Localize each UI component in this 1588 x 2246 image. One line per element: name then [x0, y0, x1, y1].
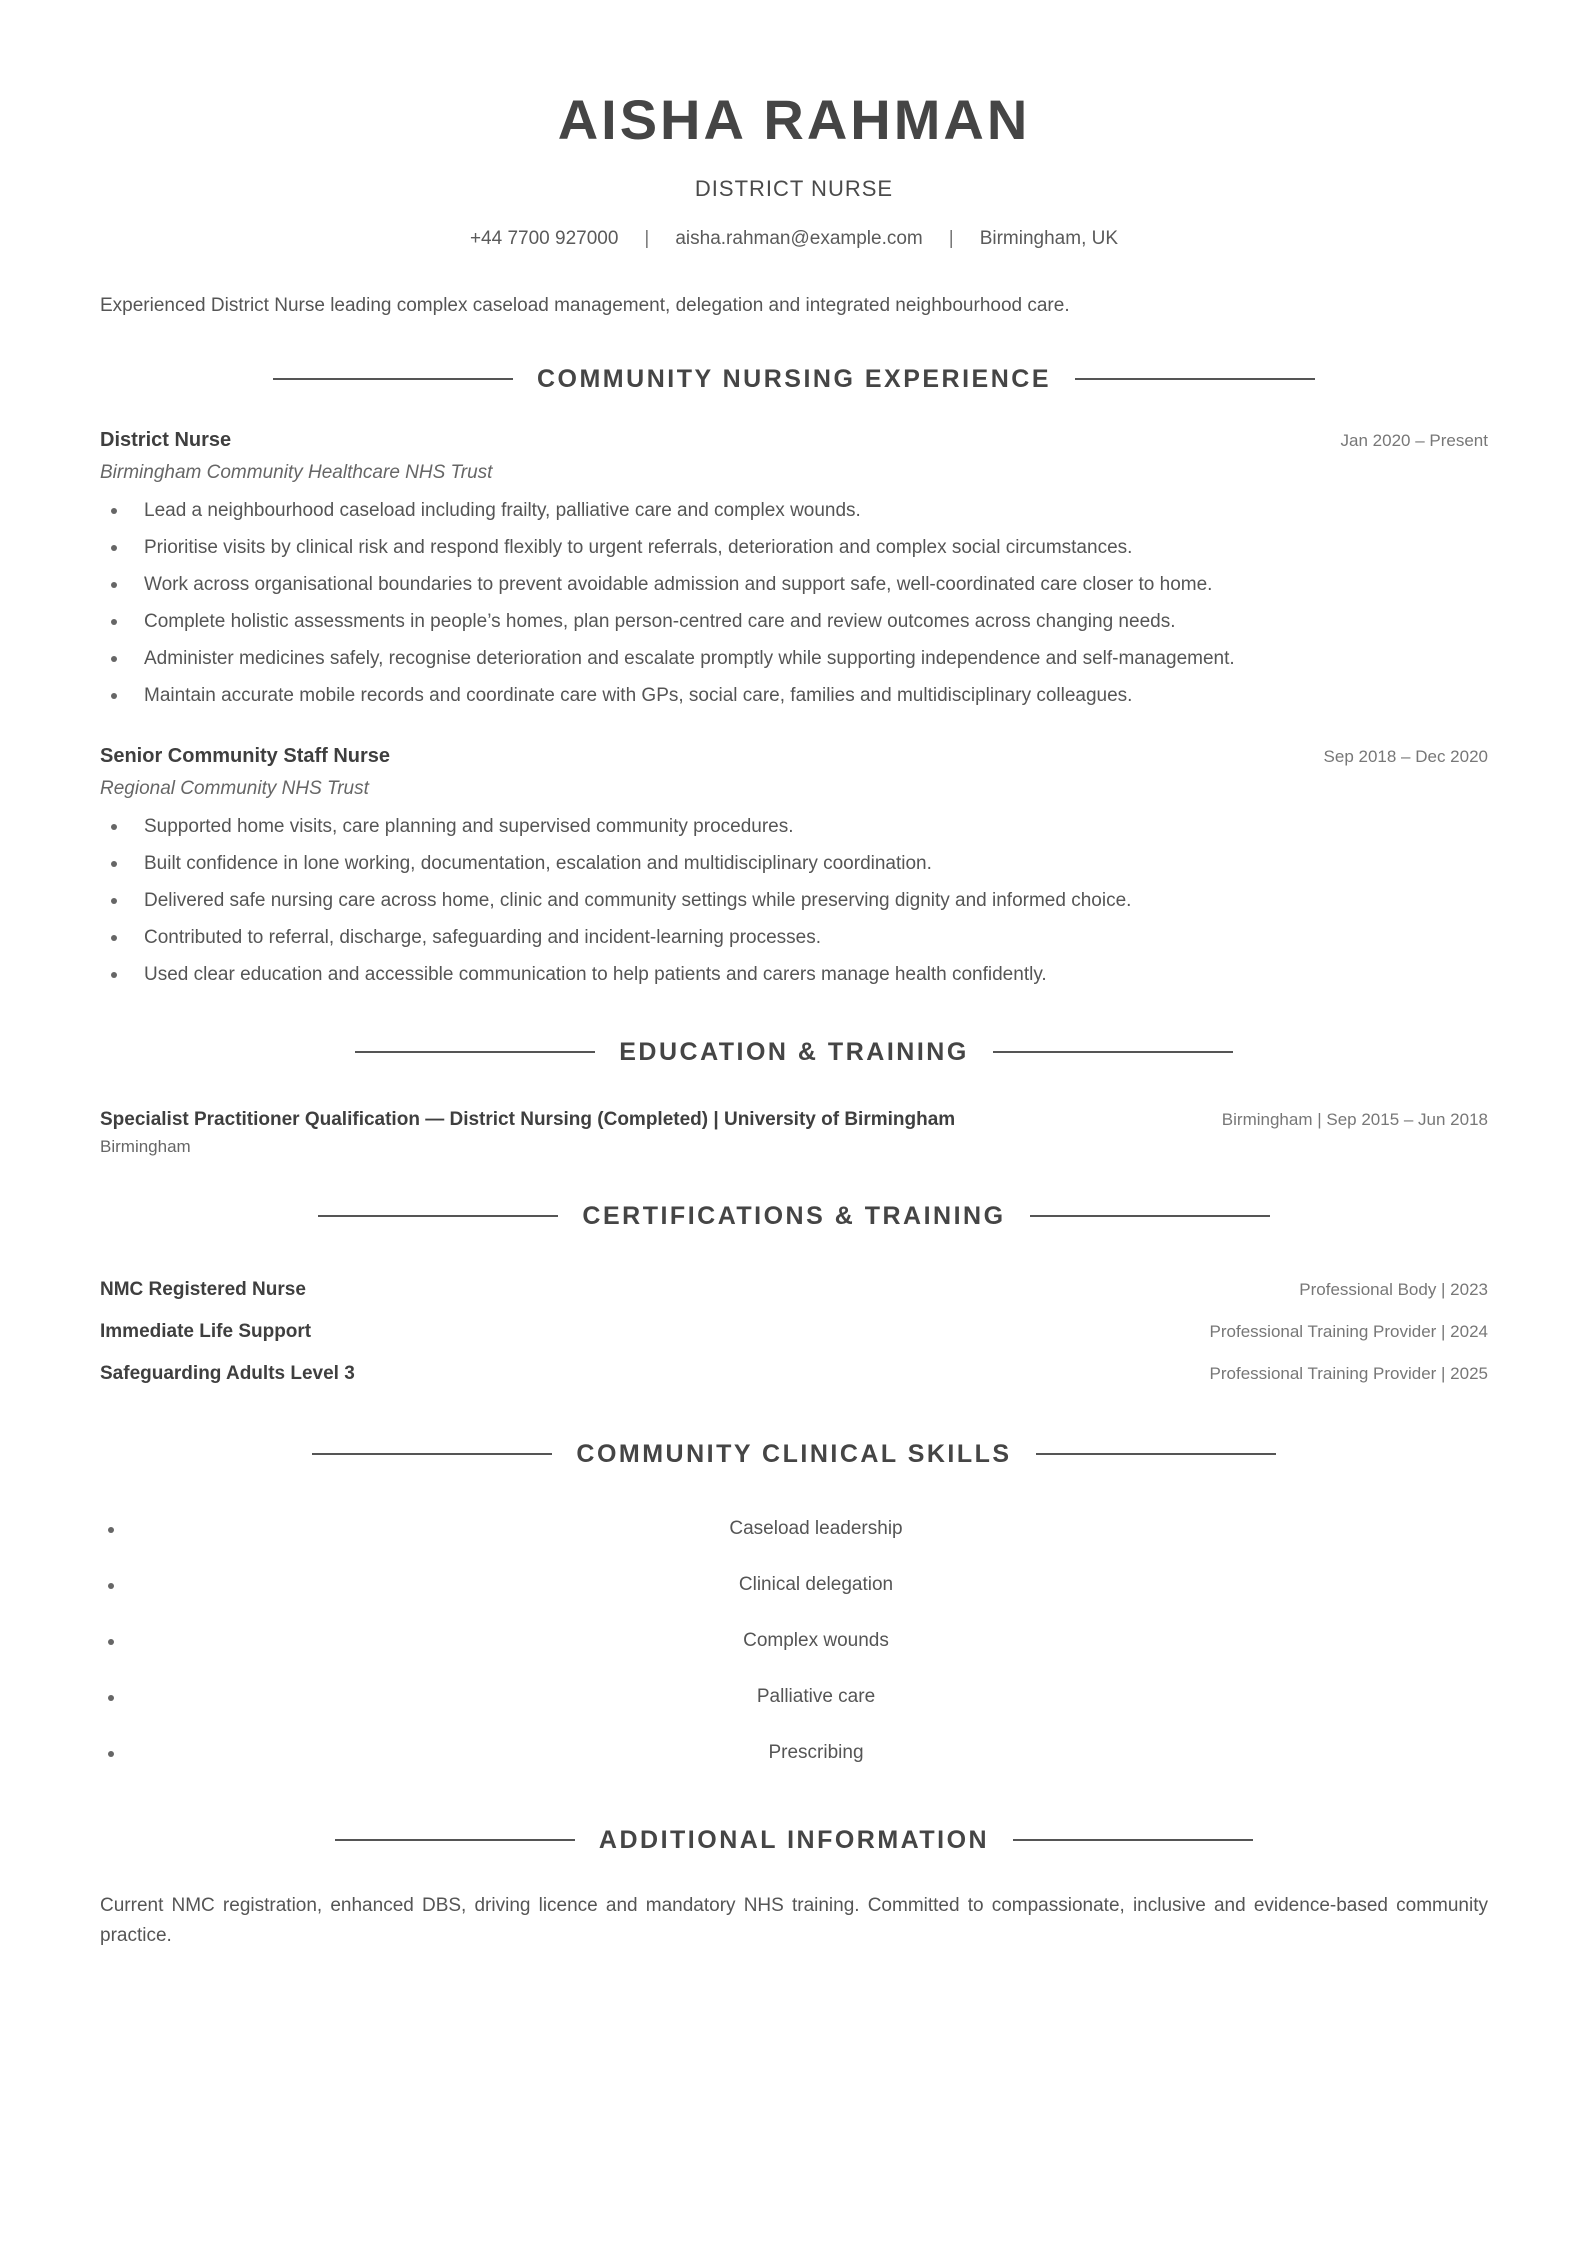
- employer: Birmingham Community Healthcare NHS Trust: [100, 462, 493, 483]
- email: aisha.rahman@example.com: [675, 228, 923, 249]
- certification-name: NMC Registered Nurse: [100, 1279, 306, 1300]
- job-title: Senior Community Staff Nurse: [100, 745, 391, 767]
- list-item: Contributed to referral, discharge, safeguarding and incident-learning processes.: [100, 919, 1488, 956]
- education-entry: [100, 1107, 1488, 1157]
- section-title: COMMUNITY CLINICAL SKILLS: [576, 1439, 1012, 1468]
- skill-item: Palliative care: [100, 1669, 1488, 1725]
- skill-item: Complex wounds: [100, 1613, 1488, 1669]
- section-title: COMMUNITY NURSING EXPERIENCE: [536, 364, 1052, 393]
- certification-item: [100, 1353, 1488, 1395]
- section-heading-education: [100, 1035, 1488, 1069]
- contact-separator: |: [948, 228, 954, 249]
- job-dates: Sep 2018 – Dec 2020: [1323, 747, 1488, 766]
- skills-list: [100, 1501, 1488, 1781]
- divider: [318, 1215, 558, 1217]
- certification-meta: Professional Training Provider | 2025: [1209, 1364, 1488, 1383]
- contact-line: [100, 226, 1488, 252]
- divider: [273, 378, 513, 380]
- certification-name: Immediate Life Support: [100, 1321, 312, 1342]
- additional-information: Current NMC registration, enhanced DBS, driving licence and mandatory NHS training. Committed to compassionate, inclusive and evidence-based community practice.: [100, 1895, 1488, 1946]
- section-title: ADDITIONAL INFORMATION: [598, 1825, 990, 1854]
- job-dates: Jan 2020 – Present: [1340, 431, 1488, 450]
- divider: [335, 1839, 575, 1841]
- employer: Regional Community NHS Trust: [100, 778, 369, 799]
- list-item: Maintain accurate mobile records and coordinate care with GPs, social care, families and multidisciplinary colleagues.: [100, 677, 1488, 714]
- location: Birmingham, UK: [979, 228, 1119, 249]
- education-location: Birmingham: [100, 1137, 191, 1156]
- list-item: Supported home visits, care planning and supervised community procedures.: [100, 808, 1488, 845]
- divider: [312, 1453, 552, 1455]
- certification-meta: Professional Training Provider | 2024: [1209, 1322, 1488, 1341]
- certification-meta: Professional Body | 2023: [1299, 1280, 1488, 1299]
- certification-item: [100, 1269, 1488, 1311]
- certification-name: Safeguarding Adults Level 3: [100, 1363, 355, 1384]
- skill-item: Clinical delegation: [100, 1557, 1488, 1613]
- section-heading-skills: [100, 1437, 1488, 1471]
- list-item: Complete holistic assessments in people’s homes, plan person-centred care and review outcomes across changing needs.: [100, 603, 1488, 640]
- section-heading-additional: [100, 1823, 1488, 1857]
- divider: [1075, 378, 1315, 380]
- section-heading-experience: [100, 362, 1488, 396]
- summary: Experienced District Nurse leading complex caseload management, delegation and integrated neighbourhood care.: [100, 295, 1070, 316]
- divider: [993, 1051, 1233, 1053]
- job-bullets: [100, 808, 1488, 993]
- list-item: Delivered safe nursing care across home, clinic and community settings while preserving dignity and informed choice.: [100, 882, 1488, 919]
- education-title: Specialist Practitioner Qualification — District Nursing (Completed) | University of Birmingham: [100, 1109, 956, 1130]
- list-item: Built confidence in lone working, documentation, escalation and multidisciplinary coordination.: [100, 845, 1488, 882]
- divider: [1013, 1839, 1253, 1841]
- job-entry: [100, 426, 1488, 714]
- list-item: Administer medicines safely, recognise deterioration and escalate promptly while supporting independence and self-management.: [100, 640, 1488, 677]
- section-heading-certifications: [100, 1199, 1488, 1233]
- job-title: District Nurse: [100, 429, 232, 451]
- contact-separator: |: [644, 228, 650, 249]
- skill-item: Prescribing: [100, 1725, 1488, 1781]
- list-item: Used clear education and accessible communication to help patients and carers manage health confidently.: [100, 956, 1488, 993]
- education-meta: Birmingham | Sep 2015 – Jun 2018: [1221, 1110, 1488, 1129]
- skill-item: Caseload leadership: [100, 1501, 1488, 1557]
- section-title: EDUCATION & TRAINING: [619, 1037, 969, 1066]
- job-bullets: [100, 492, 1488, 714]
- divider: [1036, 1453, 1276, 1455]
- list-item: Work across organisational boundaries to prevent avoidable admission and support safe, well-coordinated care closer to home.: [100, 566, 1488, 603]
- divider: [355, 1051, 595, 1053]
- candidate-title: DISTRICT NURSE: [694, 176, 894, 201]
- list-item: Prioritise visits by clinical risk and respond flexibly to urgent referrals, deterioration and complex social circumstances.: [100, 529, 1488, 566]
- section-title: CERTIFICATIONS & TRAINING: [582, 1201, 1006, 1230]
- job-entry: [100, 742, 1488, 993]
- candidate-name: AISHA RAHMAN: [557, 88, 1031, 151]
- phone: +44 7700 927000: [469, 228, 619, 249]
- divider: [1030, 1215, 1270, 1217]
- certification-item: [100, 1311, 1488, 1353]
- list-item: Lead a neighbourhood caseload including frailty, palliative care and complex wounds.: [100, 492, 1488, 529]
- certification-list: [100, 1269, 1488, 1395]
